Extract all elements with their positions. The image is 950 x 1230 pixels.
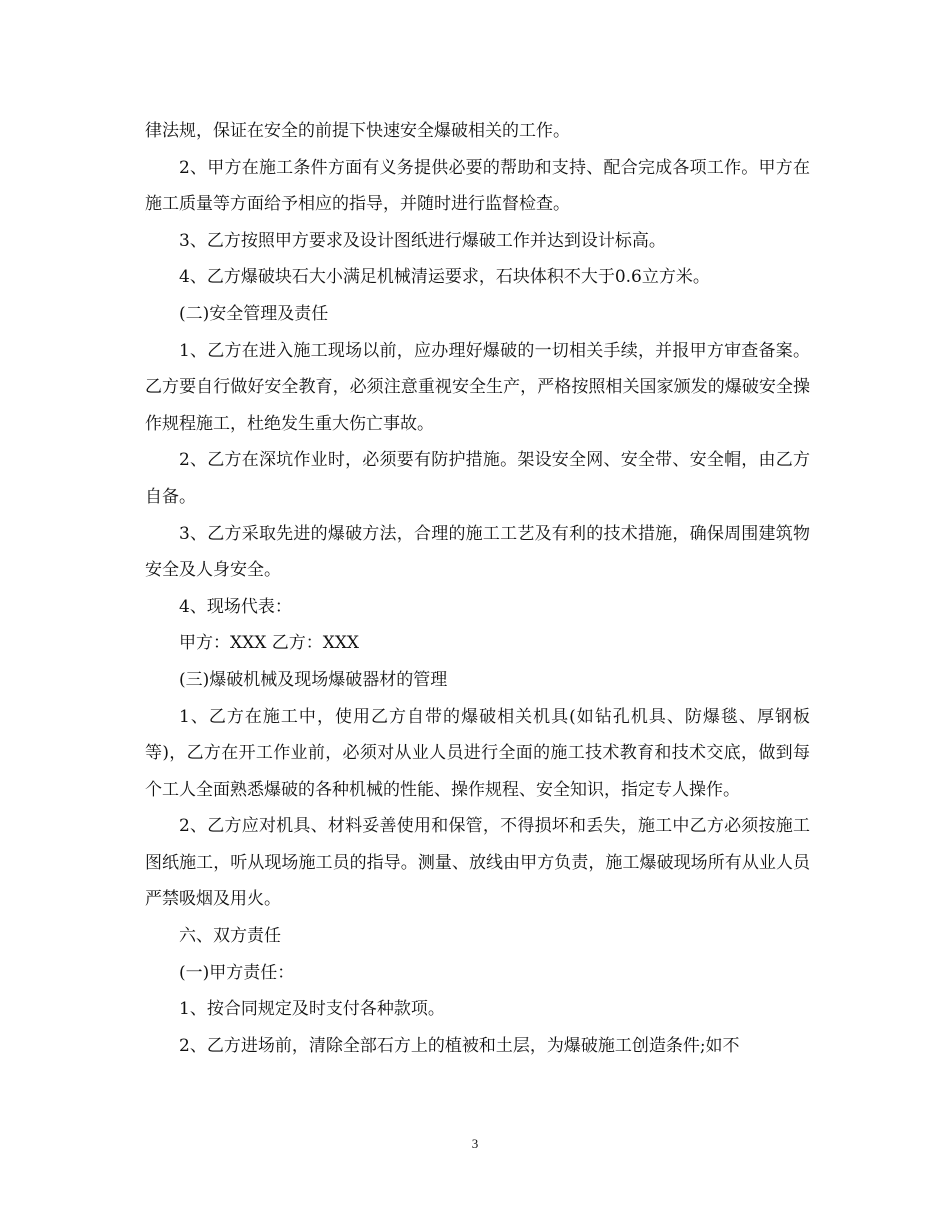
paragraph: 1、乙方在施工中，使用乙方自带的爆破相关机具(如钻孔机具、防爆毯、厚钢板等)，乙方在开工作业前，必须对从业人员进行全面的施工技术教育和技术交底，做到每个工人全面熟悉爆破的各种机械的性能、操作规程、安全知识，指定专人操作。 [145,706,810,800]
paragraph: 律法规，保证在安全的前提下快速安全爆破相关的工作。 [145,121,570,141]
paragraph: 2、乙方应对机具、材料妥善使用和保管，不得损坏和丢失，施工中乙方必须按施工图纸施工，听从现场施工员的指导。测量、放线由甲方负责，施工爆破现场所有从业人员严禁吸烟及用火。 [145,816,810,910]
section-heading: (二)安全管理及责任 [179,303,329,324]
paragraph: 1、乙方在进入施工现场以前，应办理好爆破的一切相关手续，并报甲方审查备案。乙方要自行做好安全教育，必须注意重视安全生产，严格按照相关国家颁发的爆破安全操作规程施工，杜绝发生重大伤亡事故。 [145,340,810,434]
section-heading: 六、双方责任 [179,926,281,947]
paragraph: 2、乙方在深坑作业时，必须要有防护措施。架设安全网、安全带、安全帽，由乙方自备。 [145,450,810,507]
paragraph: 4、现场代表： [179,596,292,617]
paragraph: 1、按合同规定及时支付各种款项。 [179,999,445,1020]
paragraph: 2、乙方进场前，清除全部石方上的植被和土层，为爆破施工创造条件;如不 [179,1035,740,1056]
document-body [145,113,810,1064]
paragraph: 3、乙方采取先进的爆破方法，合理的施工工艺及有利的技术措施，确保周围建筑物安全及人身安全。 [145,523,810,581]
page-number: 3 [471,1136,479,1151]
paragraph: 甲方：XXX 乙方：XXX [179,633,360,654]
paragraph: 4、乙方爆破块石大小满足机械清运要求，石块体积不大于0.6立方米。 [179,267,710,288]
section-heading: (三)爆破机械及现场爆破器材的管理 [179,669,448,690]
section-heading: (一)甲方责任： [179,962,295,983]
paragraph: 2、甲方在施工条件方面有义务提供必要的帮助和支持、配合完成各项工作。甲方在施工质量等方面给予相应的指导，并随时进行监督检查。 [145,157,810,215]
paragraph: 3、乙方按照甲方要求及设计图纸进行爆破工作并达到设计标高。 [179,230,666,251]
